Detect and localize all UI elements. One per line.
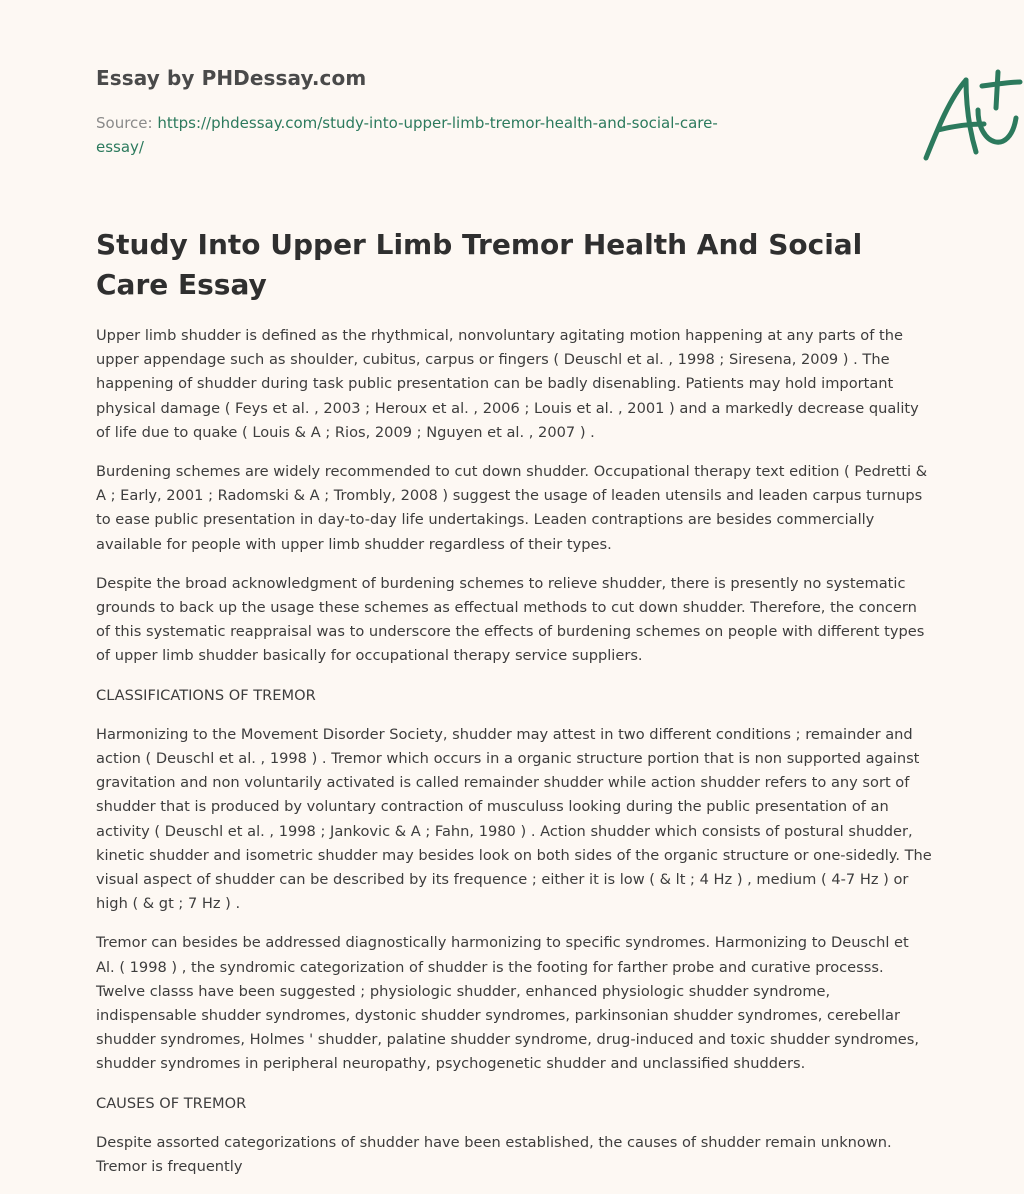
source-line <box>96 111 736 159</box>
paragraph: Burdening schemes are widely recommended to cut down shudder. Occupational therapy text edition ( Pedretti & A ; Early, 2001 ; Radomski & A ; Trombly, 2008 ) suggest the usage of leaden utensils and leaden carpus turnups to ease public presentation in day-to-day life undertakings. Leaden contraptions are besides commercially available for people with upper limb shudder regardless of their types. <box>96 463 928 553</box>
paragraph: Upper limb shudder is defined as the rhythmical, nonvoluntary agitating motion happening at any parts of the upper appendage such as shoulder, cubitus, carpus or fingers ( Deuschl et al. , 1998 ; Siresena, 2009 ) . The happening of shudder during task public presentation can be badly disenabling. Patients may hold important physical damage ( Feys et al. , 2003 ; Heroux et al. , 2006 ; Louis et al. , 2001 ) and a markedly decrease quality of life due to quake ( Louis & A ; Rios, 2009 ; Nguyen et al. , 2007 ) . <box>96 327 919 441</box>
source-link[interactable]: https://phdessay.com/study-into-upper-limb-tremor-health-and-social-care-essay/ <box>96 114 718 156</box>
paragraph: Harmonizing to the Movement Disorder Society, shudder may attest in two different conditions ; remainder and action ( Deuschl et al. , 1998 ) . Tremor which occurs in a organic structure portion that is non supported against gravitation and non voluntarily activated is called remainder shudder while action shudder refers to any sort of shudder that is produced by voluntary contraction of musculuss looking during the public presentation of an activity ( Deuschl et al. , 1998 ; Jankovic & A ; Fahn, 1980 ) . Action shudder which consists of postural shudder, kinetic shudder and isometric shudder may besides look on both sides of the organic structure or one-sidedly. The visual aspect of shudder can be described by its frequence ; either it is low ( & lt ; 4 Hz ) , medium ( 4-7 Hz ) or high ( & gt ; 7 Hz ) . <box>96 725 932 913</box>
essay-body <box>96 324 932 1194</box>
source-label: Source: <box>96 114 158 132</box>
section-heading-causes: CAUSES OF TREMOR <box>96 1094 247 1112</box>
paragraph: Despite the broad acknowledgment of burdening schemes to relieve shudder, there is presently no systematic grounds to back up the usage these schemes as effectual methods to cut down shudder. Therefore, the concern of this systematic reappraisal was to underscore the effects of burdening schemes on people with different types of upper limb shudder basically for occupational therapy service suppliers. <box>96 574 925 665</box>
site-brand: Essay by PHDessay.com <box>96 66 367 90</box>
essay-title: Study Into Upper Limb Tremor Health And Social Care Essay <box>96 228 863 301</box>
paragraph: Tremor can besides be addressed diagnostically harmonizing to specific syndromes. Harmonizing to Deuschl et Al. ( 1998 ) , the syndromic categorization of shudder is the footing for farther probe and curative processs. Twelve classs have been suggested ; physiologic shudder, enhanced physiologic shudder syndrome, indispensable shudder syndromes, dystonic shudder syndromes, parkinsonian shudder syndromes, cerebellar shudder syndromes, Holmes ' shudder, palatine shudder syndrome, drug-induced and toxic shudder syndromes, shudder syndromes in peripheral neuropathy, psychogenetic shudder and unclassified shudders. <box>96 934 919 1073</box>
section-heading-classifications: CLASSIFICATIONS OF TREMOR <box>96 686 316 704</box>
paragraph: Despite assorted categorizations of shudder have been established, the causes of shudder remain unknown. Tremor is frequently <box>96 1133 892 1176</box>
a-plus-logo-icon <box>916 66 1024 166</box>
